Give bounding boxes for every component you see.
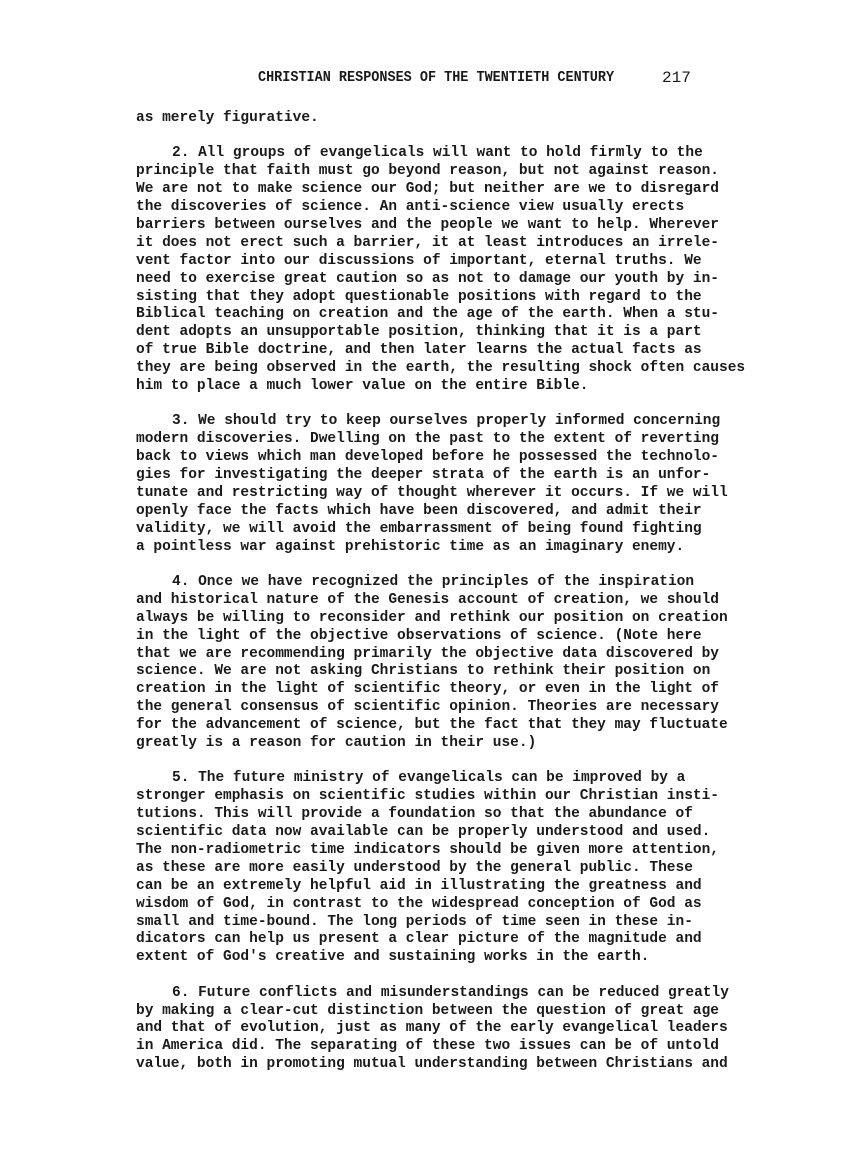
page-number: 217: [662, 69, 691, 87]
text-line: vent factor into our discussions of important, eternal truths. We: [136, 252, 702, 269]
text-line: the general consensus of scientific opinion. Theories are necessary: [136, 699, 719, 716]
text-line: openly face the facts which have been discovered, and admit their: [136, 502, 702, 519]
text-line: sisting that they adopt questionable positions with regard to the: [136, 288, 702, 305]
text-line: barriers between ourselves and the people we want to help. Wherever: [136, 216, 719, 233]
text-line: dent adopts an unsupportable position, thinking that it is a part: [136, 324, 702, 341]
text-line: always be willing to reconsider and rethink our position on creation: [136, 609, 728, 626]
text-line: that we are recommending primarily the objective data discovered by: [136, 645, 719, 662]
text-line: as merely figurative.: [136, 110, 319, 126]
text-line: 6. Future conflicts and misunderstandings can be reduced greatly: [172, 984, 729, 1001]
paragraph: [136, 413, 726, 556]
paragraph: [136, 145, 746, 395]
text-line: gies for investigating the deeper strata of the earth is an unfor-: [136, 467, 711, 484]
text-line: modern discoveries. Dwelling on the past to the extent of reverting: [136, 431, 719, 448]
text-line: value, both in promoting mutual understanding between Christians and: [136, 1056, 728, 1073]
text-line: it does not erect such a barrier, it at least introduces an irrele-: [136, 234, 719, 251]
text-line: for the advancement of science, but the fact that they may fluctuate: [136, 717, 728, 734]
body-text: [136, 110, 746, 1092]
text-line: as these are more easily understood by the general public. These: [136, 859, 693, 876]
text-line: a pointless war against prehistoric time as an imaginary enemy.: [136, 538, 685, 555]
text-line: extent of God's creative and sustaining works in the earth.: [136, 949, 650, 966]
text-line: him to place a much lower value on the entire Bible.: [136, 377, 589, 394]
text-line: back to views which man developed before he possessed the technolo-: [136, 449, 719, 466]
text-line: tutions. This will provide a foundation so that the abundance of: [136, 806, 693, 823]
text-line: creation in the light of scientific theory, or even in the light of: [136, 681, 719, 698]
paragraph: [136, 984, 729, 1074]
text-line: Biblical teaching on creation and the age of the earth. When a stu-: [136, 306, 719, 323]
paragraph: [136, 574, 726, 753]
text-line: the discoveries of science. An anti-science view usually erects: [136, 199, 685, 216]
running-title: CHRISTIAN RESPONSES OF THE TWENTIETH CENTURY: [258, 70, 615, 86]
text-line: principle that faith must go beyond reason, but not against reason.: [136, 163, 719, 180]
text-line: 4. Once we have recognized the principles of the inspiration: [172, 573, 695, 590]
paragraph: [136, 110, 726, 128]
text-line: scientific data now available can be properly understood and used.: [136, 824, 711, 841]
text-line: and historical nature of the Genesis account of creation, we should: [136, 591, 719, 608]
text-line: tunate and restricting way of thought wherever it occurs. If we will: [136, 484, 728, 501]
text-line: stronger emphasis on scientific studies within our Christian insti-: [136, 788, 719, 805]
paragraph: [136, 770, 726, 967]
text-line: small and time-bound. The long periods of time seen in these in-: [136, 913, 693, 930]
text-line: wisdom of God, in contrast to the widespread conception of God as: [136, 895, 702, 912]
running-header: [258, 70, 698, 92]
text-line: 3. We should try to keep ourselves properly informed concerning: [172, 413, 721, 430]
text-line: The non-radiometric time indicators should be given more attention,: [136, 841, 719, 858]
text-line: in the light of the objective observations of science. (Note here: [136, 627, 702, 644]
text-line: 2. All groups of evangelicals will want to hold firmly to the: [172, 145, 703, 162]
text-line: in America did. The separating of these two issues can be of untold: [136, 1038, 719, 1055]
text-line: of true Bible doctrine, and then later learns the actual facts as: [136, 342, 702, 359]
text-line: greatly is a reason for caution in their use.): [136, 735, 537, 751]
text-line: need to exercise great caution so as not to damage our youth by in-: [136, 270, 719, 287]
text-line: by making a clear-cut distinction between the question of great age: [136, 1002, 719, 1019]
text-line: validity, we will avoid the embarrassment of being found fighting: [136, 520, 702, 537]
text-line: and that of evolution, just as many of the early evangelical leaders: [136, 1020, 728, 1037]
text-line: can be an extremely helpful aid in illustrating the greatness and: [136, 877, 702, 894]
text-line: 5. The future ministry of evangelicals can be improved by a: [172, 770, 686, 787]
text-line: science. We are not asking Christians to rethink their position on: [136, 663, 711, 680]
text-line: they are being observed in the earth, the resulting shock often causes: [136, 360, 746, 377]
text-line: We are not to make science our God; but neither are we to disregard: [136, 181, 719, 198]
text-line: dicators can help us present a clear picture of the magnitude and: [136, 931, 702, 948]
